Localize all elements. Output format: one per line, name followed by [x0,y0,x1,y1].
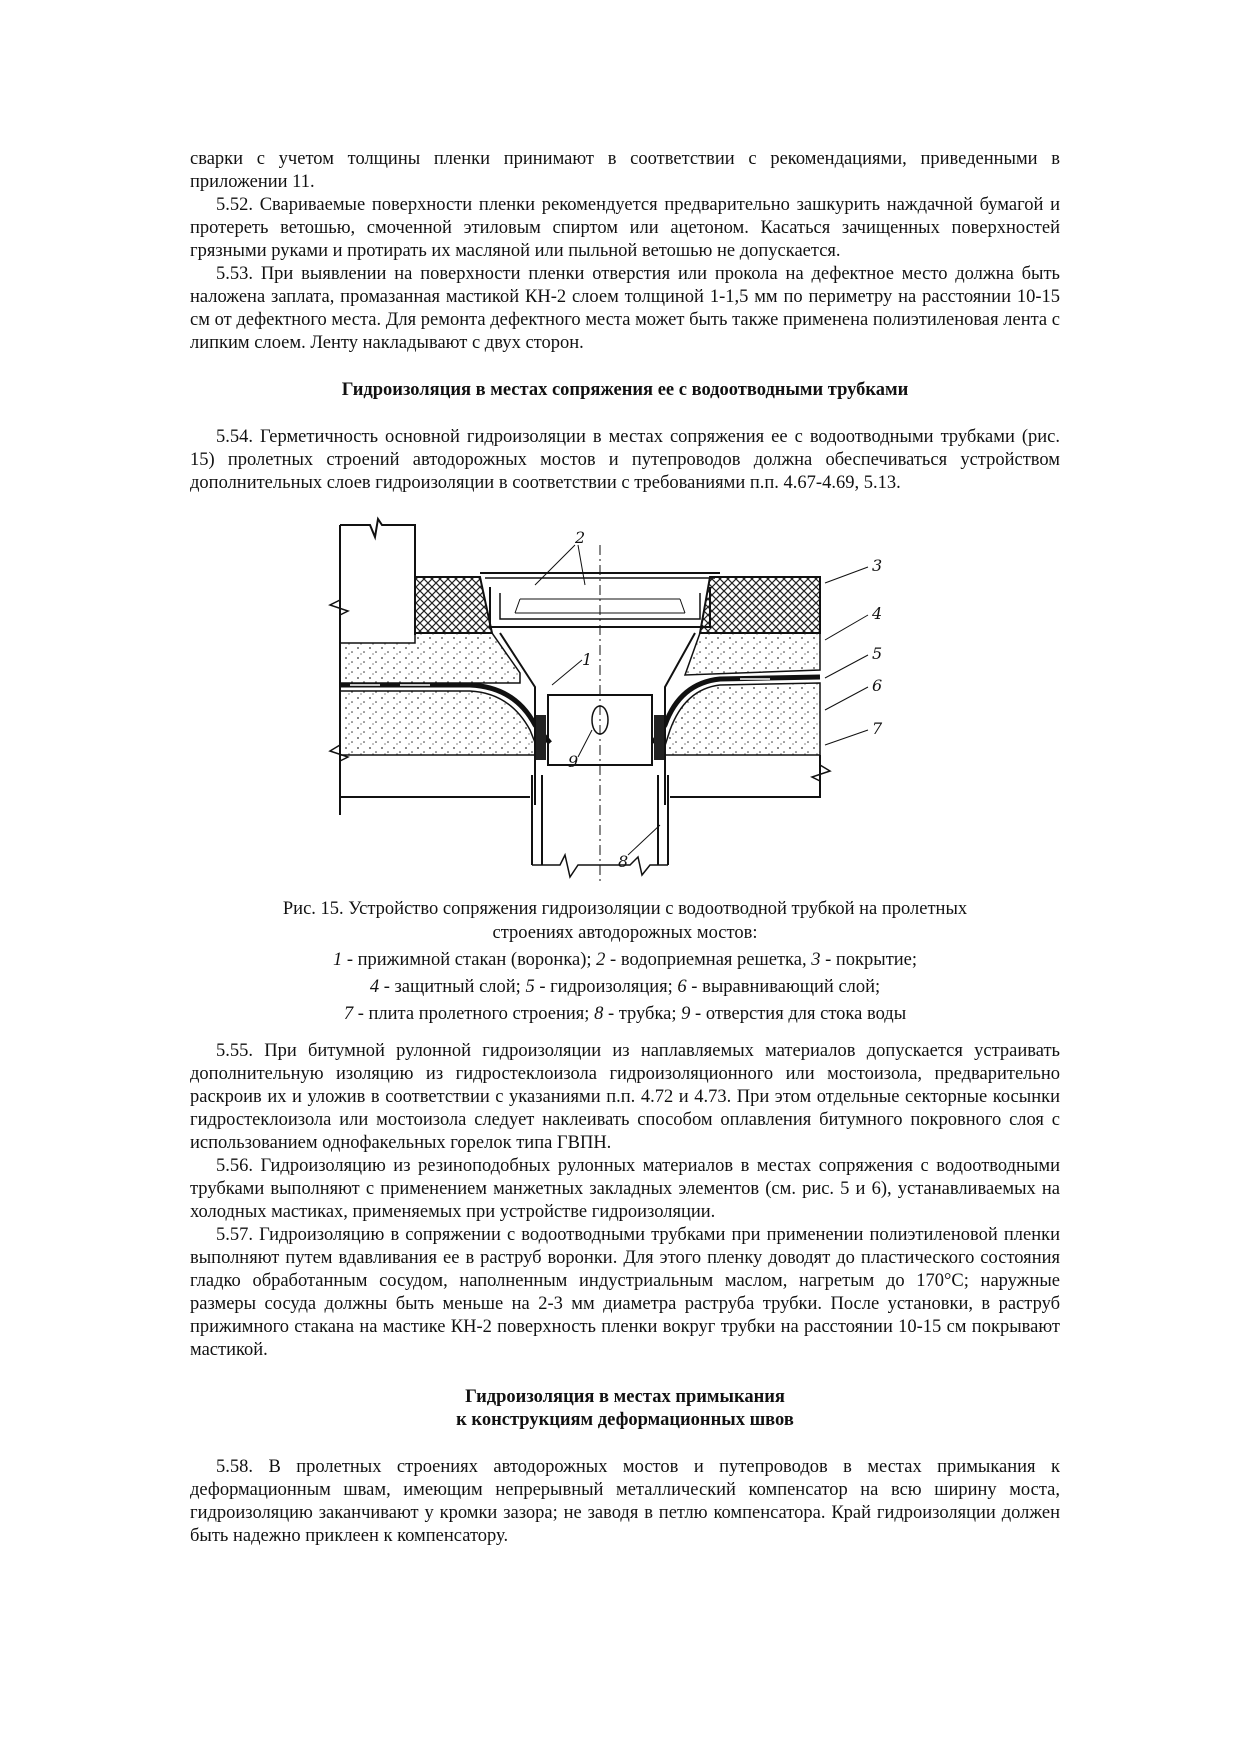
callout-3: 3 [872,556,883,575]
caption-legend-line-1: 1 - прижимной стакан (воронка); 2 - водоприемная решетка, 3 - покрытие; [332,950,918,970]
caption-legend-line-3: 7 - плита пролетного строения; 8 - трубка; 9 - отверстия для стока воды [343,1004,907,1024]
figure-15 [190,515,1060,895]
paragraph-5-55: 5.55. При битумной рулонной гидроизоляции из наплавляемых материалов допускается устраивать дополнительную изоляцию из гидростеклоизола гидроизоляционного или мостоизола, предварительно раскроив их и уложив в соответствии с указаниями п.п. 4.72 и 4.73. При этом отдельные секторные косынки гидростеклоизола или мостоизола следует наклеивать способом оплавления битумного покровного слоя с использованием однофакельных горелок типа ГВПН. [190,1041,1060,1153]
heading-line-2: к конструкциям деформационных швов [456,1410,794,1430]
paragraph-5-58: 5.58. В пролетных строениях автодорожных мостов и путепроводов в местах примыкания к деформационным швам, имеющим непрерывный металлический компенсатор на всю ширину моста, гидроизоляцию заканчивают у кромки зазора; не заводя в петлю компенсатора. Край гидроизоляции должен быть надежно приклеен к компенсатору. [190,1457,1060,1546]
paragraph-continued: сварки с учетом толщины пленки принимают в соответствии с рекомендациями, приведенными в приложении 11. [190,149,1060,192]
callout-5: 5 [872,644,883,663]
callout-7: 7 [872,719,883,738]
heading-line-1: Гидроизоляция в местах примыкания [465,1387,785,1407]
section-heading-drain-pipes: Гидроизоляция в местах сопряжения ее с водоотводными трубками [341,380,909,400]
caption-legend-line-2: 4 - защитный слой; 5 - гидроизоляция; 6 - выравнивающий слой; [369,977,881,997]
section-heading-expansion-joints [190,1386,1060,1432]
callout-6: 6 [872,676,883,695]
drain-junction-drawing [320,515,900,895]
document-page [190,148,1060,1548]
callout-8: 8 [618,852,629,871]
caption-title: Рис. 15. Устройство сопряжения гидроизоляции с водоотводной трубкой на пролетных строениях автодорожных мостов: [282,899,968,943]
paragraph-5-52: 5.52. Свариваемые поверхности пленки рекомендуется предварительно зашкурить наждачной бумагой и протереть ветошью, смоченной этиловым спиртом или ацетоном. Касаться зачищенных поверхностей грязными руками и протирать их масляной или пыльной ветошью не допускается. [190,195,1060,261]
paragraph-5-57: 5.57. Гидроизоляцию в сопряжении с водоотводными трубками при применении полиэтиленовой пленки выполняют путем вдавливания ее в раструб воронки. Для этого пленку доводят до пластического состояния гладко обработанным сосудом, наполненным индустриальным маслом, нагретым до 170°С; наружные размеры сосуда должны быть меньше на 2-3 мм диаметра раструба трубки. После установки, в раструб прижимного стакана на мастике КН-2 поверхность пленки вокруг трубки на расстоянии 10-15 см покрывают мастикой. [190,1225,1060,1360]
callout-2: 2 [575,528,586,547]
paragraph-5-54: 5.54. Герметичность основной гидроизоляции в местах сопряжения ее с водоотводными трубками (рис. 15) пролетных строений автодорожных мостов и путепроводов должна обеспечиваться устройством дополнительных слоев гидроизоляции в соответствии с требованиями п.п. 4.67-4.69, 5.13. [190,427,1060,493]
callout-9: 9 [568,752,579,771]
paragraph-5-56: 5.56. Гидроизоляцию из резиноподобных рулонных материалов в местах сопряжения с водоотводными трубками выполняют с применением манжетных закладных элементов (см. рис. 5 и 6), устанавливаемых на холодных мастиках, применяемых при устройстве гидроизоляции. [190,1156,1060,1222]
figure-caption [190,897,1060,1026]
callout-1: 1 [582,650,593,669]
paragraph-5-53: 5.53. При выявлении на поверхности пленки отверстия или прокола на дефектное место должна быть наложена заплата, промазанная мастикой КН-2 слоем толщиной 1-1,5 мм по периметру на расстоянии 10-15 см от дефектного места. Для ремонта дефектного места может быть также применена полиэтиленовая лента с липким слоем. Ленту накладывают с двух сторон. [190,264,1060,353]
callout-4: 4 [872,604,883,623]
